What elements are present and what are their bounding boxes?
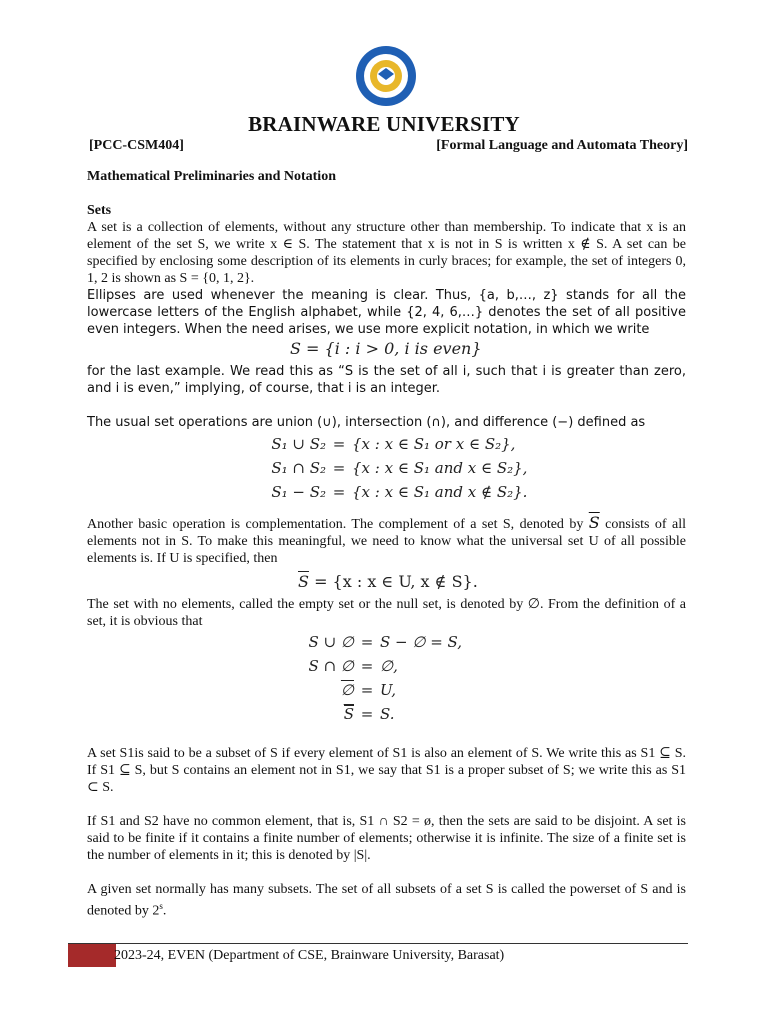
math-rhs: {x : x ∈ S₁ and x ∉ S₂}. xyxy=(352,483,528,501)
paragraph-powerset-text: A given set normally has many subsets. The set of all subsets of a set S is called the powerset of S and is denoted by 2 xyxy=(87,882,686,919)
math-equals: = xyxy=(332,483,346,501)
math-complement-rhs: = {x : x ∈ U, x ∉ S}. xyxy=(314,572,478,591)
math-equals: = xyxy=(332,459,346,477)
math-difference-row xyxy=(238,480,527,504)
math-double-overline xyxy=(344,705,354,722)
paragraph-powerset xyxy=(87,881,686,920)
math-intersection-row xyxy=(238,456,527,480)
math-rhs: U, xyxy=(380,681,397,699)
university-logo xyxy=(354,44,418,108)
paragraph-complementation xyxy=(87,514,686,567)
math-empty-union-row xyxy=(300,630,462,654)
course-code: [PCC-CSM404] xyxy=(89,138,184,153)
math-lhs: ∅ xyxy=(340,681,354,699)
math-complement-definition xyxy=(298,572,478,591)
paragraph-disjoint: If S1 and S2 have no common element, that is, S1 ∩ S2 = ø, then the sets are said to be disjoint. A set is said to be finite if it contains a finite number of elements; otherwise it is infinite. The size of a finite set is the number of elements in it; this is denoted by |S|. xyxy=(87,814,686,863)
math-complement-symbol: $\overline{S}$ xyxy=(588,513,600,532)
math-lhs xyxy=(300,705,354,723)
math-rhs: S − ∅ = S, xyxy=(380,633,463,651)
math-equals: = xyxy=(360,657,374,675)
math-empty-set-identities xyxy=(300,630,462,726)
subsection-title: Sets xyxy=(87,203,112,218)
math-lhs: S₁ − S₂ xyxy=(271,483,326,501)
math-rhs: S. xyxy=(380,705,395,723)
paragraph-ellipses: Ellipses are used whenever the meaning is clear. Thus, {a, b,…, z} stands for all the lowercase letters of the English alphabet, while {2, 4, 6,…} denotes the set of all positive even integers. When the need arises, we use more explicit notation, in which we write xyxy=(87,288,686,337)
math-empty-complement-row xyxy=(300,678,462,702)
math-rhs: {x : x ∈ S₁ and x ∈ S₂}, xyxy=(352,459,528,477)
math-union-row xyxy=(238,432,527,456)
footer-text: 2023-24, EVEN (Department of CSE, Brainware University, Barasat) xyxy=(114,948,505,963)
math-even-set: S = {i : i > 0, i is even} xyxy=(290,339,482,358)
math-lhs: S₁ ∩ S₂ xyxy=(271,459,326,477)
paragraph-set-definition: A set is a collection of elements, without any structure other than membership. To indicate that x is an element of the set S, we write x ∈ S. The statement that x is not in S is written x ∉ S. A set can be specified by enclosing some description of its elements in curly braces; for example, the set of integers 0, 1, 2 is shown as S = {0, 1, 2}. xyxy=(87,220,686,286)
math-equals: = xyxy=(332,435,346,453)
footer-rule xyxy=(68,943,688,944)
math-equals: = xyxy=(360,681,374,699)
math-rhs: {x : x ∈ S₁ or x ∈ S₂}, xyxy=(352,435,516,453)
course-name: [Formal Language and Automata Theory] xyxy=(436,138,688,153)
footer-accent-block xyxy=(68,944,116,967)
math-lhs: S₁ ∪ S₂ xyxy=(271,435,326,453)
math-rhs: ∅, xyxy=(380,657,398,675)
math-complement-lhs: $\overline{S}$ xyxy=(298,572,309,591)
paragraph-subset: A set S1is said to be a subset of S if every element of S1 is also an element of S. We write this as S1 ⊆ S. If S1 ⊆ S, but S contains an element not in S1, we say that S1 is a proper subset of S; we write this as S1 ⊂ S. xyxy=(87,746,686,795)
math-empty-intersection-row xyxy=(300,654,462,678)
paragraph-complementation-end: consists of all elements not in S. To make this meaningful, we need to know what the universal set U of all possible elements is. If U is specified, then xyxy=(87,517,686,566)
paragraph-complementation-start: Another basic operation is complementation. The complement of a set S, denoted by xyxy=(87,517,584,532)
university-title: BRAINWARE UNIVERSITY xyxy=(248,112,520,136)
paragraph-powerset-end: . xyxy=(162,903,167,919)
math-double-complement-row xyxy=(300,702,462,726)
math-double-complement-symbol: $\overline{S}$ xyxy=(343,705,354,723)
paragraph-read-as: for the last example. We read this as “S is the set of all i, such that i is greater than zero, and i is even,” implying, of course, that i is an integer. xyxy=(87,364,686,396)
powerset-superscript: s xyxy=(159,901,163,911)
paragraph-empty-set: The set with no elements, called the empty set or the null set, is denoted by ∅. From the definition of a set, it is obvious that xyxy=(87,597,686,629)
math-lhs: S ∩ ∅ xyxy=(308,657,354,675)
math-set-operations xyxy=(238,432,527,504)
math-lhs: S ∪ ∅ xyxy=(308,633,354,651)
math-equals: = xyxy=(360,705,374,723)
section-title: Mathematical Preliminaries and Notation xyxy=(87,169,336,184)
paragraph-set-operations: The usual set operations are union (∪), intersection (∩), and difference (−) defined as xyxy=(87,415,646,430)
math-equals: = xyxy=(360,633,374,651)
